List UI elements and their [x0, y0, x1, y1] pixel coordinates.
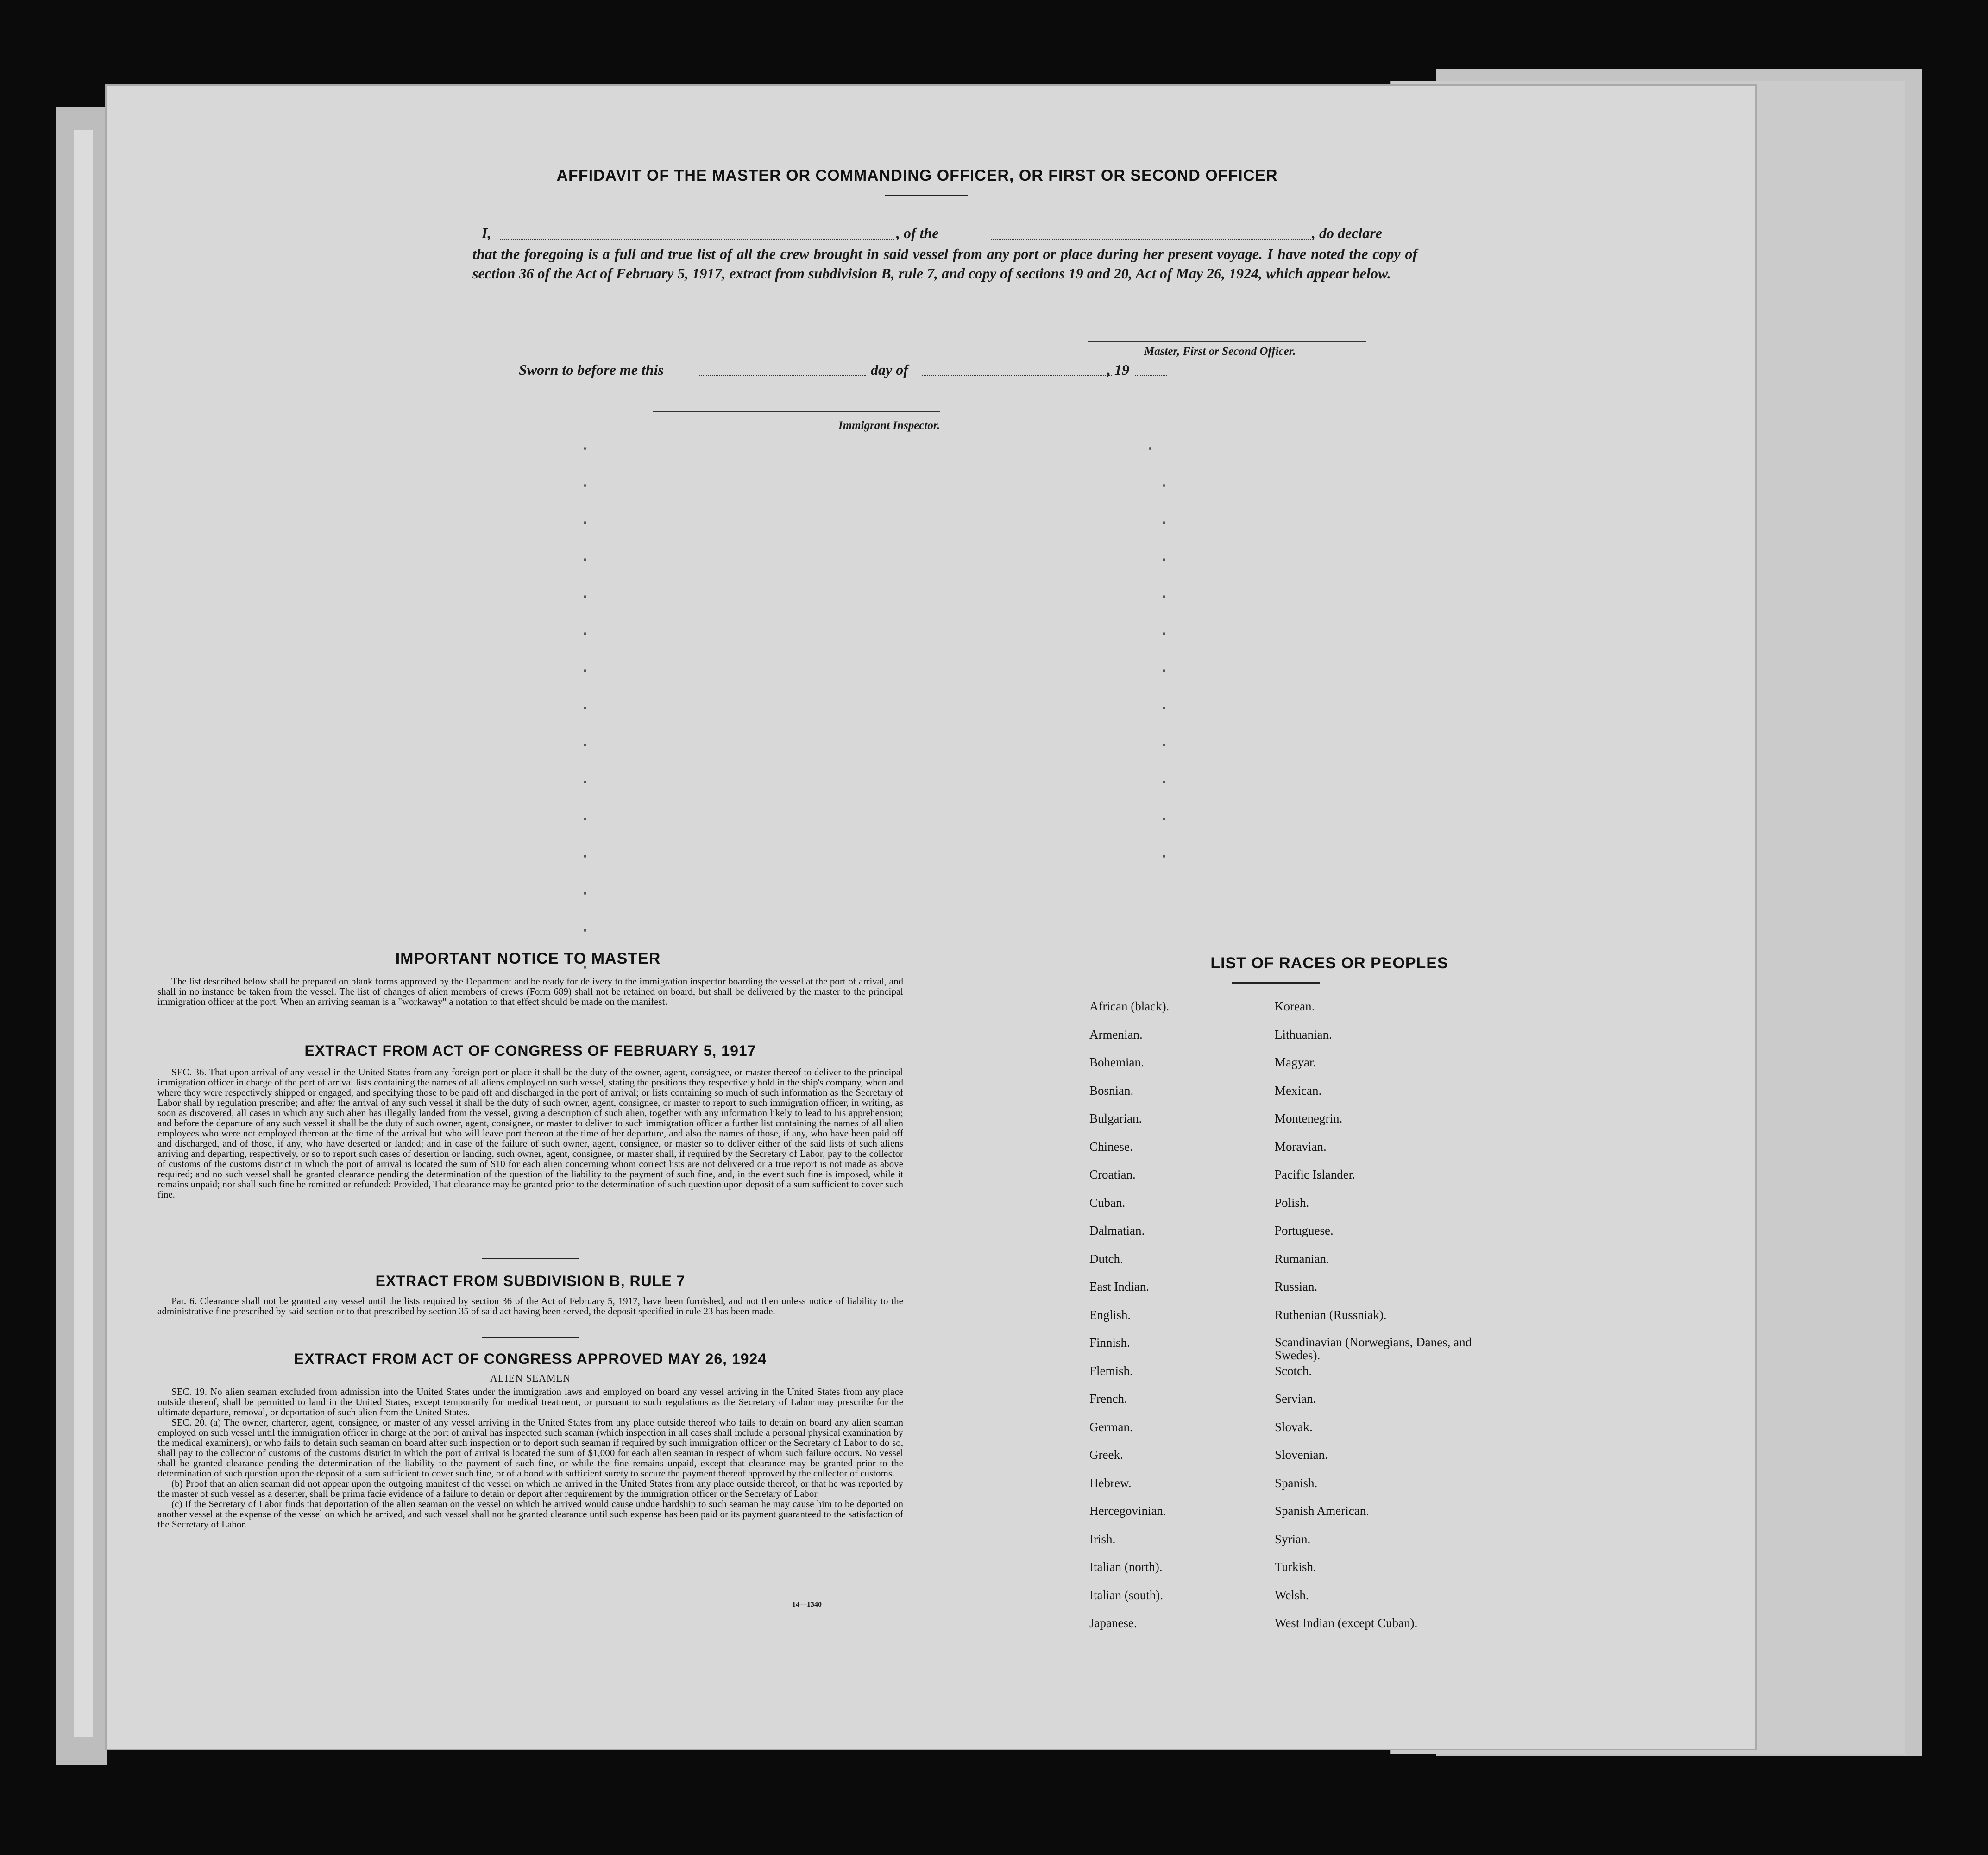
- race-item: Portuguese.: [1275, 1224, 1334, 1237]
- section-19-paragraph: SEC. 19. No alien seaman excluded from admission into the United States under the immigration laws and employed on board any vessel arriving in the United States from any place outside thereof, shall be permitted to land in the United States, except temporarily for medical treatment, or pursuant to such regulations as the Secretary of Labor may prescribe for the ultimate departure, removal, or deportation of such alien from the United States.: [157, 1386, 903, 1418]
- race-item: Syrian.: [1275, 1532, 1311, 1546]
- affidavit-body: that the foregoing is a full and true list of all the crew brought in said vessel from any port or place during her present voyage. I have noted the copy of section 36 of the Act of February 5, 1917, extract from subdivision B, rule 7, and copy of sections 19 and 20, Act of May 26, 1924, which appear below.: [472, 246, 1417, 282]
- race-item: Ruthenian (Russniak).: [1275, 1307, 1387, 1322]
- race-item: Bulgarian.: [1089, 1111, 1142, 1125]
- extract-1917-title: EXTRACT FROM ACT OF CONGRESS OF FEBRUARY 5, 1917: [304, 1042, 756, 1059]
- sworn-year-blank: [1135, 375, 1167, 376]
- race-item: Welsh.: [1275, 1588, 1309, 1602]
- race-item: English.: [1089, 1307, 1131, 1322]
- race-item: French.: [1089, 1392, 1127, 1406]
- race-item: Servian.: [1275, 1392, 1316, 1406]
- race-item: Chinese.: [1089, 1139, 1133, 1154]
- race-item: Hercegovinian.: [1089, 1504, 1166, 1518]
- form-number: 14—1340: [792, 1601, 822, 1609]
- race-item: Korean.: [1275, 999, 1315, 1013]
- race-item: Finnish.: [1089, 1336, 1130, 1350]
- inspector-signature-line: [653, 411, 940, 412]
- race-item: Dutch.: [1089, 1251, 1123, 1266]
- race-item: Bohemian.: [1089, 1055, 1144, 1069]
- divider: [1232, 982, 1320, 984]
- race-item: Scandinavian (Norwegians, Danes, and Swedes).: [1275, 1335, 1472, 1362]
- divider: [885, 195, 968, 196]
- race-item: Mexican.: [1275, 1083, 1322, 1098]
- race-item: Polish.: [1275, 1195, 1309, 1210]
- extract-rule7-text: [157, 1296, 903, 1316]
- race-item: Russian.: [1275, 1280, 1318, 1293]
- notice-title: IMPORTANT NOTICE TO MASTER: [395, 950, 661, 967]
- race-item: African (black).: [1089, 999, 1170, 1013]
- race-item: East Indian.: [1089, 1280, 1149, 1293]
- master-signature-label: Master, First or Second Officer.: [1144, 345, 1296, 358]
- notice-paragraph: The list described below shall be prepared on blank forms approved by the Department and be ready for delivery to the immigration inspector boarding the vessel at the port of arrival, and shall in no instance be taken from the vessel. The list of changes of alien members of crews (Form 689) shall not be retained on board, but shall be delivered by the master to the principal immigration officer at the port. When an arriving seaman is a "workaway" a notation to that effect should be made on the manifest.: [157, 976, 903, 1007]
- affidavit-i-label: I,: [482, 225, 491, 241]
- race-item: Spanish.: [1275, 1476, 1318, 1490]
- race-item: Rumanian.: [1275, 1251, 1329, 1266]
- race-item: Slovenian.: [1275, 1448, 1328, 1462]
- section-20c-paragraph: (c) If the Secretary of Labor finds that deportation of the alien seaman on the vessel on which he arrived would cause undue hardship to such seaman he may cause him to be deported on another vessel at the expense of the vessel on which he arrived, and such vessel shall not be granted clearance until such expense has been paid or its payment guaranteed to the satisfaction of the Secretary of Labor.: [157, 1498, 903, 1530]
- affidavit-do-declare: , do declare: [1312, 225, 1382, 241]
- background-sheet-edge: [74, 130, 93, 1737]
- extract-1924-title: EXTRACT FROM ACT OF CONGRESS APPROVED MAY 26, 1924: [294, 1350, 767, 1367]
- race-item: German.: [1089, 1420, 1133, 1434]
- sworn-label: Sworn to before me this: [519, 361, 664, 378]
- extract-rule7-title: EXTRACT FROM SUBDIVISION B, RULE 7: [375, 1273, 686, 1289]
- race-item: Croatian.: [1089, 1167, 1136, 1181]
- divider: [482, 1337, 579, 1338]
- year-prefix: , 19: [1107, 361, 1129, 378]
- race-item: Spanish American.: [1275, 1504, 1369, 1518]
- day-of-label: day of: [871, 361, 908, 378]
- section-20a-paragraph: SEC. 20. (a) The owner, charterer, agent, consignee, or master of any vessel arriving in the United States from any place outside thereof who fails to detain on board any alien seaman employed on such vessel until the immigration officer in charge at the port of arrival has inspected such seaman (which inspection in all cases shall include a personal physical examination by the medical examiners), or who fails to detain such seaman on board after such inspection or to deport such seaman if required by such immigration officer or the Secretary of Labor to do so, shall pay to the collector of customs of the customs district in which the port of arrival is located the sum of $1,000 for each alien seaman in respect of whom such failure occurs. No vessel shall be granted clearance pending the determination of the liability to the payment of such fine, or while the fine remains unpaid, except that clearance may be granted prior to the determination of such question upon the deposit of a sum sufficient to cover such fine, or of a bond with sufficient surety to secure the payment thereof approved by the collector of customs.: [157, 1417, 903, 1479]
- document-page: [107, 86, 1755, 1749]
- race-item: Pacific Islander.: [1275, 1167, 1355, 1181]
- master-signature-line: [1088, 341, 1366, 342]
- race-item: Irish.: [1089, 1532, 1116, 1546]
- race-item: Japanese.: [1089, 1616, 1137, 1630]
- alien-seamen-subtitle: ALIEN SEAMEN: [490, 1372, 571, 1384]
- race-item: Scotch.: [1275, 1363, 1312, 1378]
- extract-1917-text: [157, 1067, 903, 1199]
- race-item: Italian (south).: [1089, 1588, 1163, 1602]
- extract-1924-text: [157, 1387, 903, 1529]
- notice-text: [157, 976, 903, 1007]
- races-title: LIST OF RACES OR PEOPLES: [1210, 954, 1448, 972]
- affidavit-of-the: , of the: [896, 225, 939, 241]
- race-item: West Indian (except Cuban).: [1275, 1616, 1418, 1630]
- race-item: Moravian.: [1275, 1139, 1327, 1154]
- race-item: Montenegrin.: [1275, 1111, 1343, 1125]
- race-item: Slovak.: [1275, 1420, 1313, 1434]
- race-item: Magyar.: [1275, 1055, 1316, 1069]
- par-6-paragraph: Par. 6. Clearance shall not be granted any vessel until the lists required by section 36 of the Act of February 5, 1917, have been furnished, and not then unless notice of liability to the administrative fine prescribed by said section or to that prescribed by section 35 of said act having been served, the deposit specified in rule 23 has been made.: [157, 1295, 903, 1317]
- race-item: Dalmatian.: [1089, 1224, 1145, 1237]
- sworn-month-blank: [922, 375, 1112, 376]
- race-item: Lithuanian.: [1275, 1027, 1332, 1041]
- vessel-blank: [991, 239, 1311, 240]
- race-item: Bosnian.: [1089, 1083, 1134, 1098]
- race-item: Italian (north).: [1089, 1560, 1163, 1574]
- race-item: Hebrew.: [1089, 1476, 1132, 1490]
- sworn-day-blank: [699, 375, 866, 376]
- affidavit-title: AFFIDAVIT OF THE MASTER OR COMMANDING OFFICER, OR FIRST OR SECOND OFFICER: [556, 167, 1278, 184]
- race-item: Greek.: [1089, 1448, 1123, 1462]
- section-36-paragraph: SEC. 36. That upon arrival of any vessel in the United States from any foreign port or place it shall be the duty of the owner, agent, consignee, or master thereof to deliver to the principal immigration officer in charge of the port of arrival lists containing the names of all aliens employed on such vessel, stating the positions they respectively hold in the ship's company, when and where they were respectively shipped or engaged, and specifying those to be paid off and discharged in the port of arrival; or lists containing so much of such information as the Secretary of Labor shall by regulation prescribe; and after the arrival of any such vessel it shall be the duty of such owner, agent, consignee, or master to report to such immigration officer, in writing, as soon as discovered, all cases in which any such alien has illegally landed from the vessel, giving a description of such alien, together with any information likely to lead to his apprehension; and before the departure of any such vessel it shall be the duty of such owner, agent, consignee, or master to deliver to such immigration officer a further list containing the names of all alien employees who were not employed thereon at the time of the arrival but who will leave port thereon at the time of her departure, and also the names of those, if any, who have been paid off and discharged, and of those, if any, who have deserted or landed; and in case of the failure of such owner, agent, consignee, or master so to deliver either of the said lists of such aliens arriving and departing, respectively, or so to report such cases of desertion or landing, such owner, agent, consignee, or master shall, if required by the Secretary of Labor, pay to the collector of customs of the customs district in which the port of arrival is located the sum of $10 for each alien concerning whom correct lists are not delivered or a true report is not made as above required; and no such vessel shall be granted clearance pending the determination of the question of the liability to the payment of such fine, and, in the event such fine is imposed, while it remains unpaid; nor shall such fine be remitted or refunded: Provided, That clearance may be granted prior to the determination of such question upon deposit of a sum sufficient to cover such fine.: [157, 1066, 903, 1200]
- race-item: Cuban.: [1089, 1195, 1126, 1210]
- race-item: Flemish.: [1089, 1363, 1133, 1378]
- divider: [482, 1258, 579, 1259]
- name-blank: [500, 239, 894, 240]
- race-item: Turkish.: [1275, 1560, 1316, 1574]
- inspector-label: Immigrant Inspector.: [838, 419, 940, 432]
- race-item: Armenian.: [1089, 1027, 1143, 1041]
- section-20b-paragraph: (b) Proof that an alien seaman did not appear upon the outgoing manifest of the vessel on which he arrived in the United States from any place outside thereof, or that he was reported by the master of such vessel as a deserter, shall be prima facie evidence of a failure to detain or deport after requirement by the immigration officer or the Secretary of Labor.: [157, 1478, 903, 1499]
